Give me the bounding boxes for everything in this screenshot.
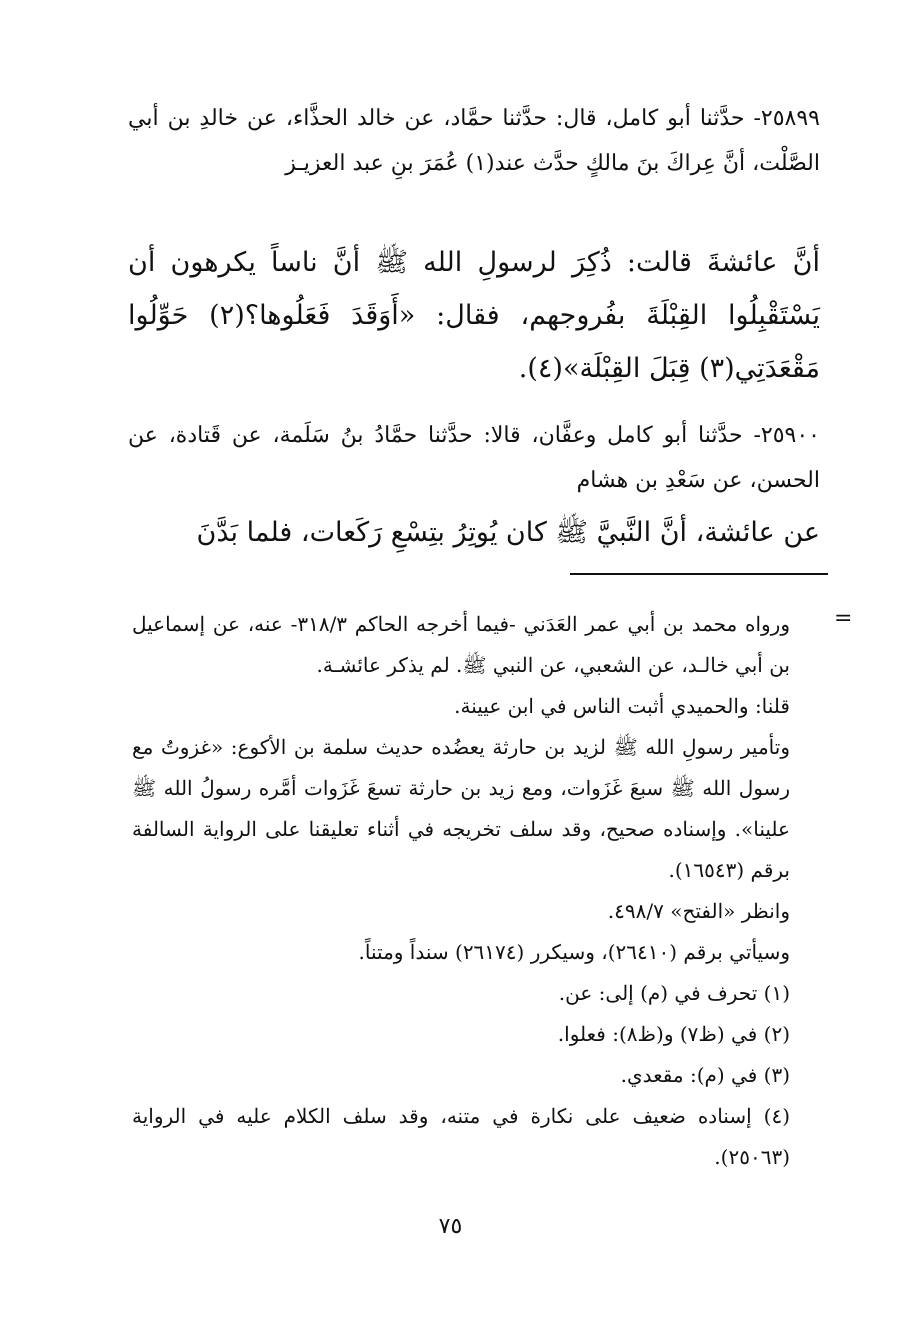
footnote-line: (٤) إسناده ضعيف على نكارة في متنه، وقد سلف الكلام عليه في الرواية (٢٥٠٦٣). — [132, 1104, 790, 1169]
footnote-line: (٢) في (ظ٧) و(ظ٨): فعلوا. — [557, 1022, 790, 1046]
hadith-2-matn: عن عائشة، أنَّ النَّبيَّ ﷺ كان يُوتِرُ بتِسْعِ رَكَعات، فلما بَدَّنَ — [196, 517, 820, 548]
continuation-mark: = — [834, 606, 853, 631]
hadith-1-isnad: ٢٥٨٩٩- حدَّثنا أبو كامل، قال: حدَّثنا حمَّاد، عن خالد الحذَّاء، عن خالدِ بن أبي الصَّلْت، أنَّ عِراكَ بنَ مالكٍ حدَّث عند(١) عُمَرَ بنِ عبد العزيـز — [128, 106, 820, 176]
footnotes — [132, 604, 822, 1178]
footnote-line: وانظر «الفتح» ٤٩٨/٧. — [607, 899, 790, 923]
footnote-line: (١) تحرف في (م) إلى: عن. — [558, 981, 790, 1005]
footnote-line: وتأمير رسولِ الله ﷺ لزيد بن حارثة يعضُده حديث سلمة بن الأكوع: «غزوتُ مع رسول الله ﷺ سبعَ غَزَوات، ومع زيد بن حارثة تسعَ غَزَوات أمَّره رسولُ الله ﷺ علينا». وإسناده صحيح، وقد سلف تخريجه في أثناء تعليقنا على الرواية السالفة برقم (١٦٥٤٣). — [132, 735, 790, 882]
page-number: ٧٥ — [438, 1214, 463, 1239]
hadith-2-isnad: ٢٥٩٠٠- حدَّثنا أبو كامل وعفَّان، قالا: حدَّثنا حمَّادُ بنُ سَلَمة، عن قَتادة، عن الحسن، عن سَعْدِ بن هشام — [128, 423, 820, 493]
footnote-line: ورواه محمد بن أبي عمر العَدَني -فيما أخرجه الحاكم ٣١٨/٣- عنه، عن إسماعيل بن أبي خالـد، عن الشعبي، عن النبي ﷺ. لم يذكر عائشـة. — [132, 612, 790, 677]
hadith-1-matn: أنَّ عائشةَ قالت: ذُكِرَ لرسولِ الله ﷺ أنَّ ناساً يكرهون أن يَسْتَقْبِلُوا القِبْلَةَ بفُروجهم، فقال: «أَوَقَدَ فَعَلُوها؟(٢) حَوِّلُوا مَقْعَدَتِي(٣) قِبَلَ القِبْلَة»(٤). — [128, 247, 820, 384]
footnote-separator — [570, 573, 828, 575]
footnote-line: وسيأتي برقم (٢٦٤١٠)، وسيكرر (٢٦١٧٤) سنداً ومتناً. — [358, 940, 790, 964]
footnote-line: قلنا: والحميدي أثبت الناس في ابن عيينة. — [454, 694, 790, 718]
footnote-line: (٣) في (م): مقعدي. — [620, 1063, 790, 1087]
